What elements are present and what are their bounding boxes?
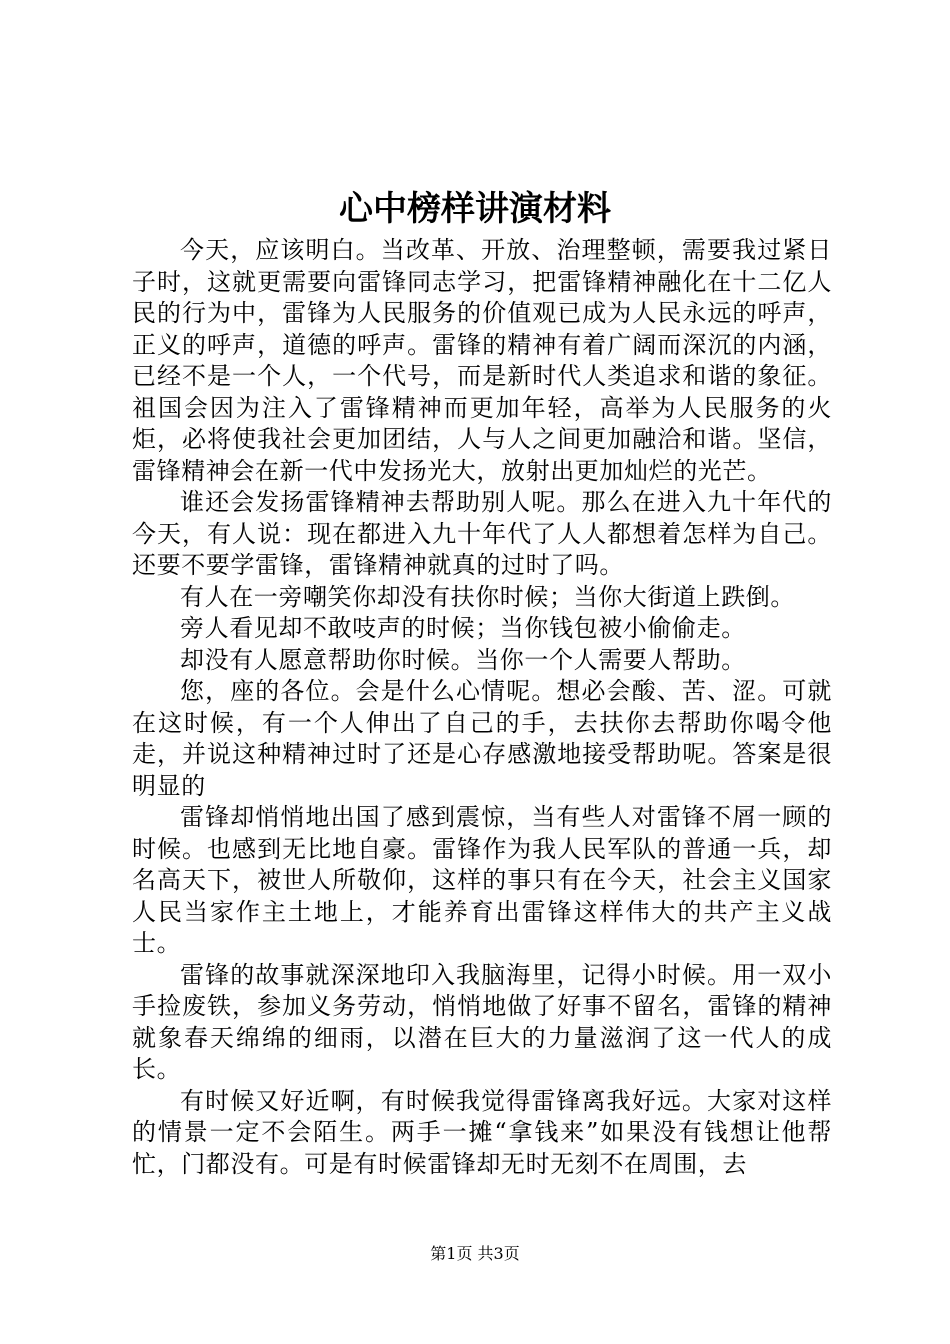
paragraph-5: 却没有人愿意帮助你时候。当你一个人需要人帮助。 <box>180 645 746 674</box>
paragraph-3: 有人在一旁嘲笑你却没有扶你时候；当你大街道上跌倒。 <box>180 582 795 611</box>
paragraph-4: 旁人看见却不敢吱声的时候；当你钱包被小偷偷走。 <box>180 614 746 642</box>
paragraph-8: 雷锋的故事就深深地印入我脑海里，记得小时候。用一双小手捡废铁，参加义务劳动，悄悄地做了好事不留名，雷锋的精神就象春天绵绵的细雨，以潜在巨大的力量滋润了这一代人的成长。 <box>132 960 832 1083</box>
paragraph-7: 雷锋却悄悄地出国了感到震惊，当有些人对雷锋不屑一顾的时候。也感到无比地自豪。雷锋作为我人民军队的普通一兵，却名高天下，被世人所敬仰，这样的事只有在今天，社会主义国家人民当家作主土地上，才能养育出雷锋这样伟大的共产主义战士。 <box>132 803 832 957</box>
paragraph-6: 您，座的各位。会是什么心情呢。想必会酸、苦、涩。可就在这时候，有一个人伸出了自己的手，去扶你去帮助你喝令他走，并说这种精神过时了还是心存感激地接受帮助呢。答案是很明显的 <box>132 677 832 800</box>
paragraph-1: 今天，应该明白。当改革、开放、治理整顿，需要我过紧日子时，这就更需要向雷锋同志学习，把雷锋精神融化在十二亿人民的行为中，雷锋为人民服务的价值观已成为人民永远的呼声，正义的呼声，道德的呼声。雷锋的精神有着广阔而深沉的内涵，已经不是一个人，一个代号，而是新时代人类追求和谐的象征。祖国会因为注入了雷锋精神而更加年轻，高举为人民服务的火炬，必将使我社会更加团结，人与人之间更加融洽和谐。坚信，雷锋精神会在新一代中发扬光大，放射出更加灿烂的光芒。 <box>132 236 832 485</box>
paragraph-2: 谁还会发扬雷锋精神去帮助别人呢。那么在进入九十年代的今天，有人说：现在都进入九十年代了人人都想着怎样为自己。还要不要学雷锋，雷锋精神就真的过时了吗。 <box>132 488 832 579</box>
paragraph-9: 有时候又好近啊，有时候我觉得雷锋离我好远。大家对这样的情景一定不会陌生。两手一摊“拿钱来”如果没有钱想让他帮忙，门都没有。可是有时候雷锋却无时无刻不在周围，去 <box>132 1086 832 1178</box>
page-number-footer: 第1页 共3页 <box>430 1244 520 1263</box>
document-title: 心中榜样讲演材料 <box>339 189 611 229</box>
document-body <box>132 235 832 1180</box>
